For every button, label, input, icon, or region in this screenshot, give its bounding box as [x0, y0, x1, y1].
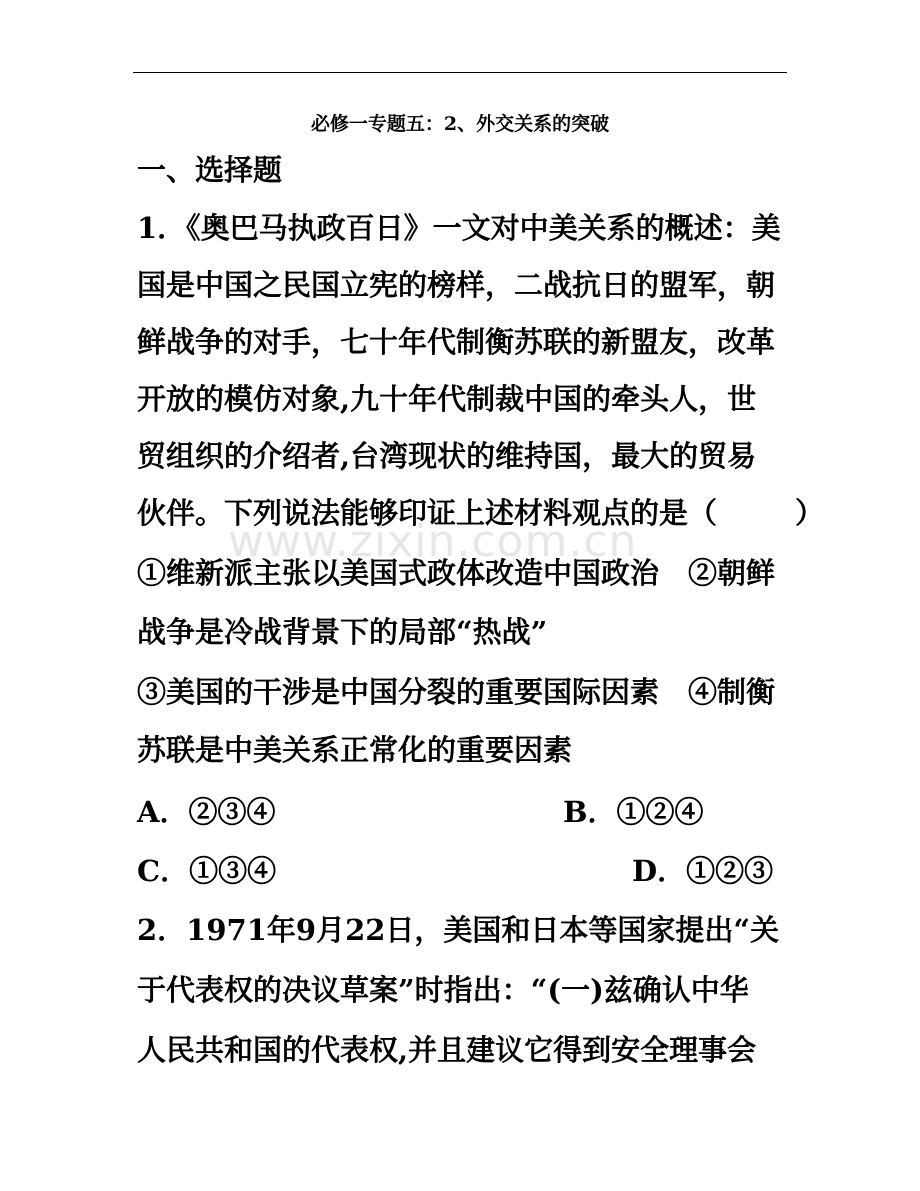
q1-line-4: 开放的模仿对象,九十年代制裁中国的牵头人，世: [137, 382, 757, 416]
q1-option-d: D．①②③: [632, 854, 774, 888]
q1-statement-3: ③美国的干涉是中国分裂的重要国际因素 ④制衡: [137, 675, 776, 709]
watermark: www.zixin.com.cn: [228, 516, 638, 567]
header-rule: [133, 72, 787, 73]
q1-line-2: 国是中国之民国立宪的榜样，二战抗日的盟军，朝: [137, 268, 776, 302]
q2-line-2: 于代表权的决议草案”时指出：“(一)兹确认中华: [137, 973, 749, 1007]
q1-option-c: C．①③④: [137, 854, 277, 888]
page-title: 必修一专题五：2、外交关系的突破: [310, 113, 610, 135]
section-heading: 一、选择题: [137, 153, 283, 187]
q1-line-1: 1．《奥巴马执政百日》一文对中美关系的概述：美: [137, 211, 781, 245]
q1-statement-4: 苏联是中美关系正常化的重要因素: [137, 733, 573, 767]
q1-statement-2: 战争是冷战背景下的局部“热战”: [137, 615, 548, 649]
q1-option-b: B．①②④: [563, 795, 704, 829]
q1-line-5: 贸组织的介绍者,台湾现状的维持国，最大的贸易: [137, 439, 757, 473]
q2-line-3: 人民共和国的代表权,并且建议它得到安全理事会: [137, 1033, 757, 1067]
answer-paren-close: ）: [795, 496, 825, 530]
q1-line-6: 伙伴。下列说法能够印证上述材料观点的是（: [137, 496, 718, 530]
q1-statement-1: ①维新派主张以美国式政体改造中国政治 ②朝鲜: [137, 556, 776, 590]
q1-option-a: A．②③④: [137, 795, 276, 829]
q2-line-1: 2．1971年9月22日，美国和日本等国家提出“关: [137, 913, 780, 947]
q1-line-3: 鲜战争的对手，七十年代制衡苏联的新盟友，改革: [137, 325, 776, 359]
